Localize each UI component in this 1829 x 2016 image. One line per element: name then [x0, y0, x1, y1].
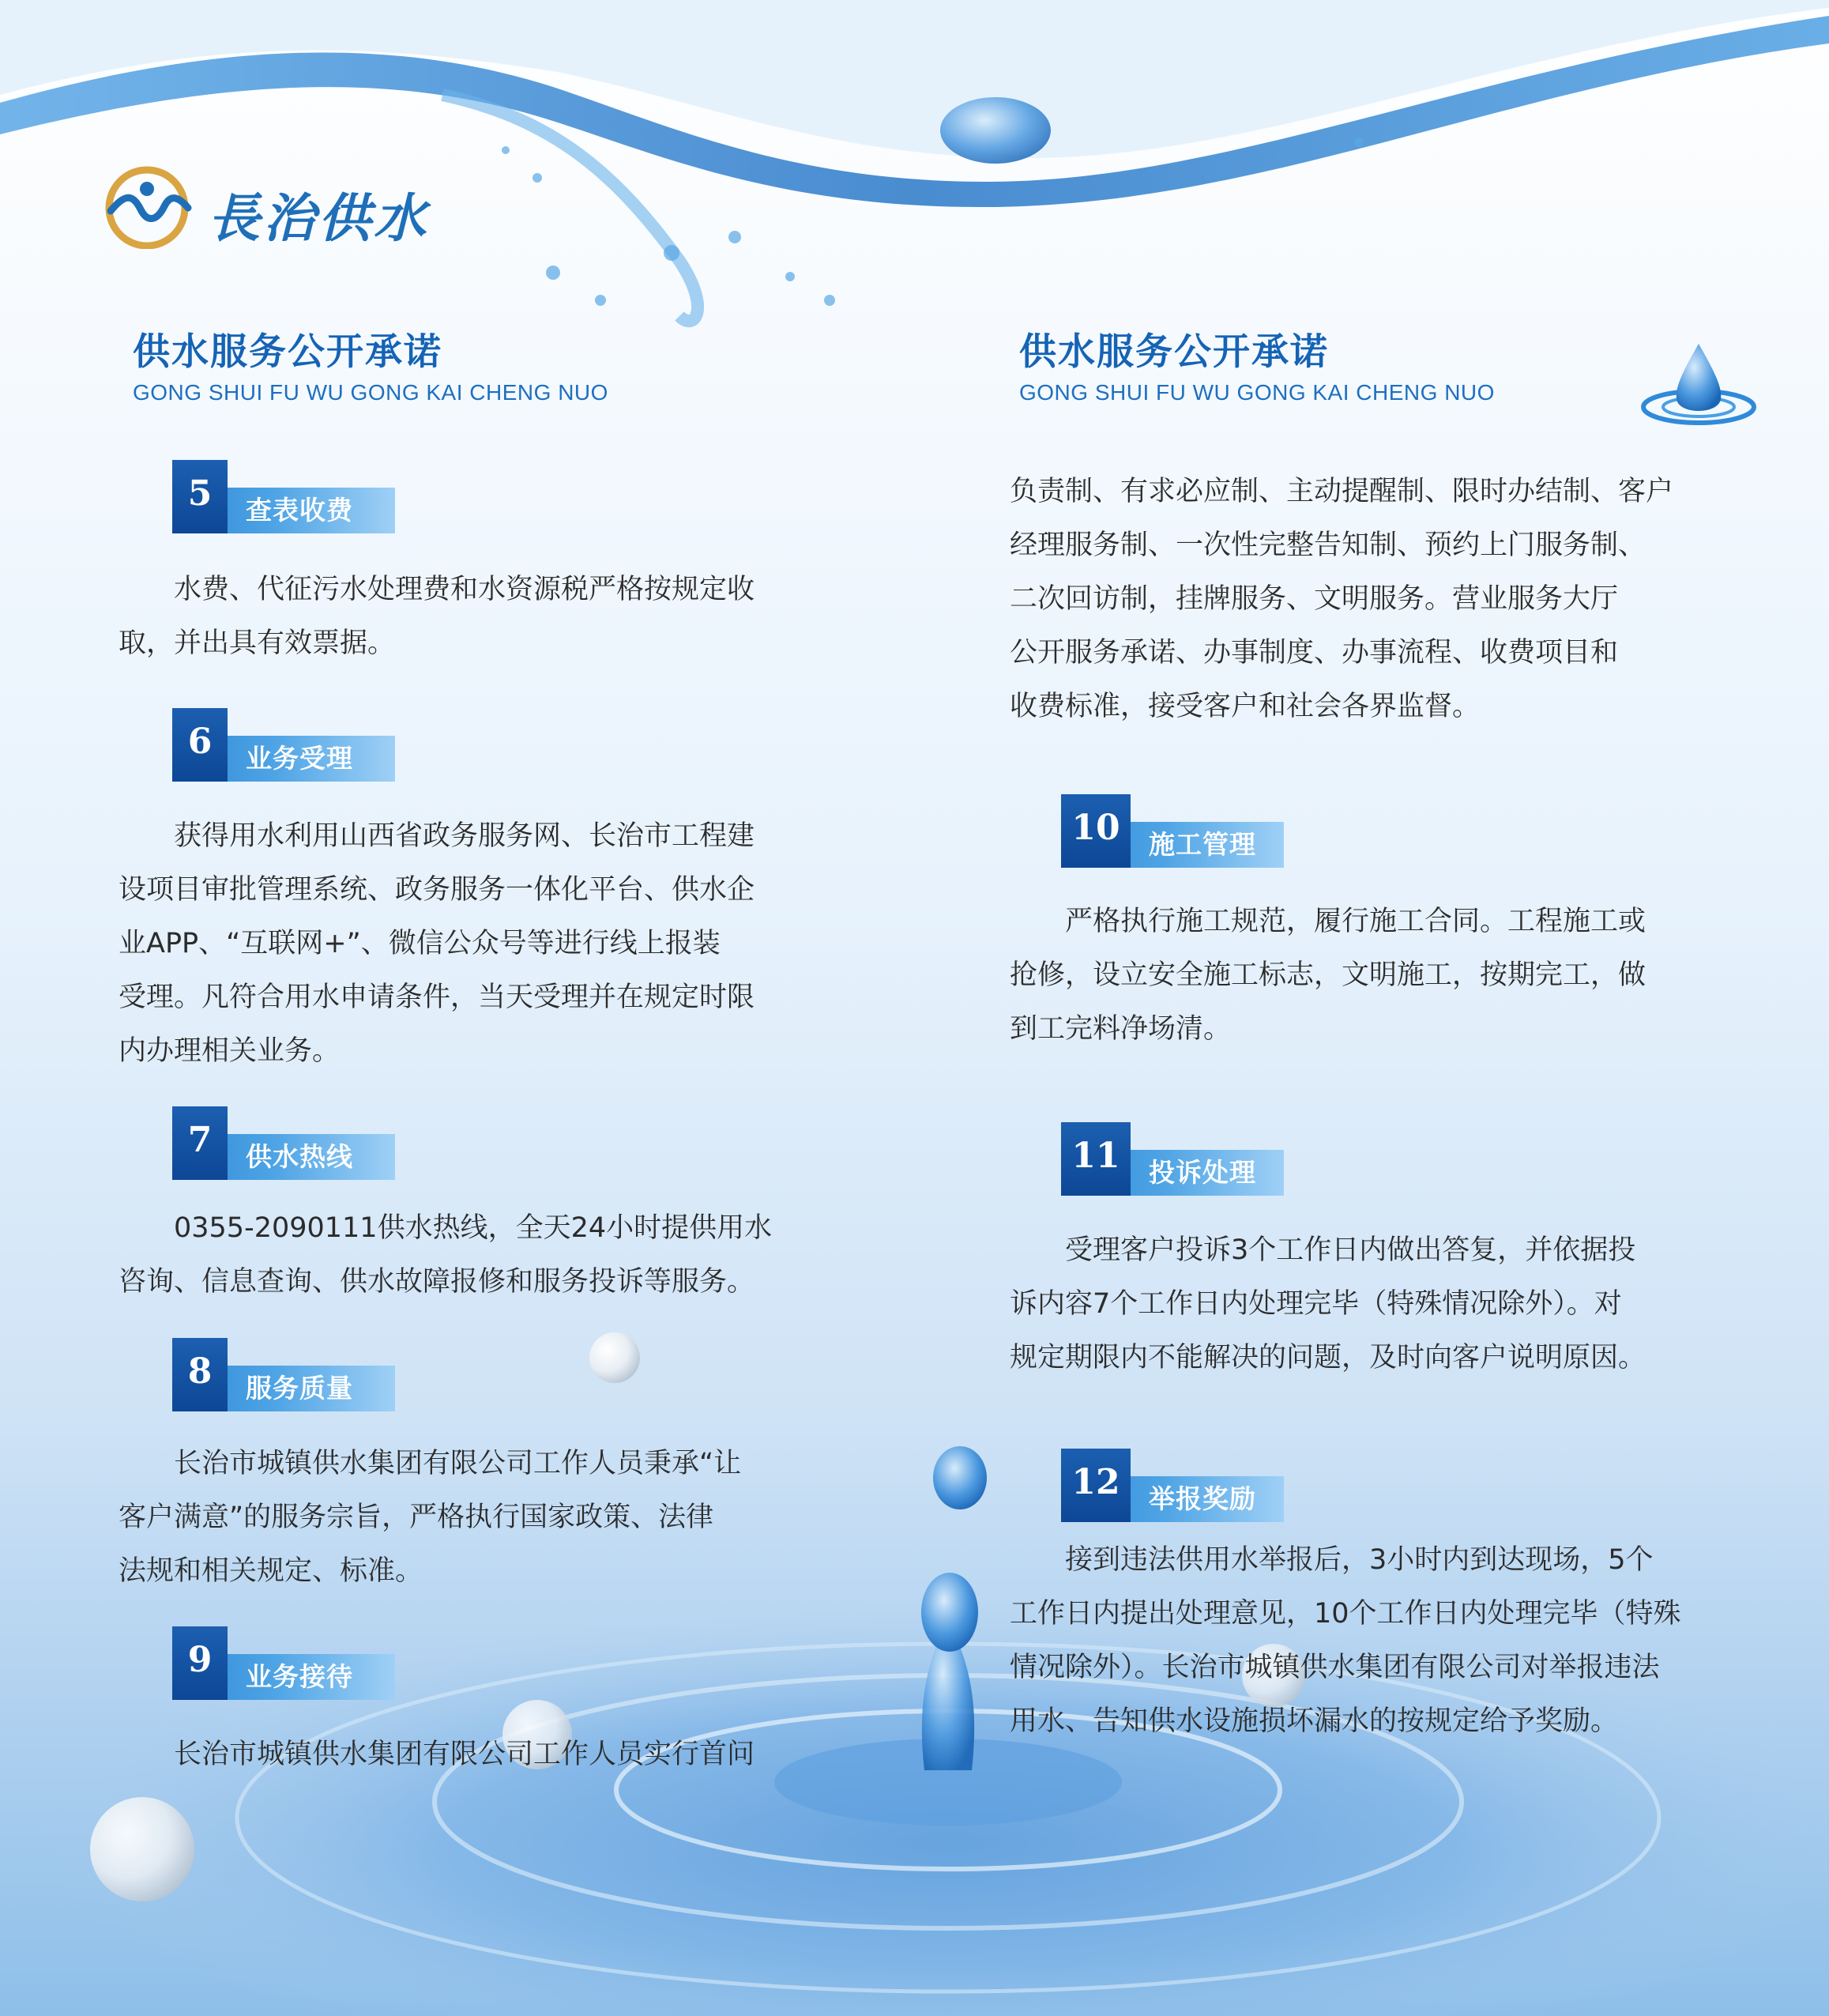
section-badge-6 — [172, 708, 397, 783]
paragraph-line: 抢修，设立安全施工标志，文明施工，按期完工，做 — [1010, 959, 1646, 991]
section-number: 12 — [1061, 1449, 1131, 1522]
paragraph-line: 情况除外）。长治市城镇供水集团有限公司对举报违法 — [1010, 1652, 1660, 1683]
paragraph-line: 客户满意”的服务宗旨，严格执行国家政策、法律 — [119, 1502, 714, 1533]
paragraph-line: 受理。凡符合用水申请条件，当天受理并在规定时限 — [119, 982, 755, 1013]
paragraph-line: 负责制、有求必应制、主动提醒制、限时办结制、客户 — [1010, 476, 1674, 507]
wave-logo-icon — [101, 162, 196, 249]
paragraph-line: 0355-2090111供水热线，全天24小时提供用水 — [174, 1212, 773, 1244]
section-body-7 — [119, 1201, 814, 1309]
paragraph-line: 受理客户投诉3个工作日内做出答复，并依据投 — [1065, 1234, 1636, 1266]
section-badge-11 — [1061, 1122, 1286, 1197]
water-wave-top — [0, 0, 1829, 321]
section-number: 10 — [1061, 794, 1131, 868]
company-logo — [101, 162, 433, 257]
section-badge-5 — [172, 460, 397, 535]
paragraph-line: 法规和相关规定、标准。 — [119, 1555, 423, 1587]
section-label: 业务接待 — [246, 1661, 353, 1692]
section-badge-12 — [1061, 1449, 1286, 1524]
left-heading — [133, 322, 844, 405]
section-body-11 — [1010, 1223, 1737, 1385]
section-body-8 — [119, 1437, 814, 1598]
paragraph-line: 严格执行施工规范，履行施工合同。工程施工或 — [1065, 906, 1646, 937]
paragraph-line: 收费标准，接受客户和社会各界监督。 — [1010, 691, 1481, 722]
section-label: 举报奖励 — [1149, 1483, 1256, 1514]
section-number: 5 — [172, 460, 228, 533]
paragraph-line: 内办理相关业务。 — [119, 1035, 341, 1067]
section-body-5 — [119, 563, 814, 670]
section-label: 查表收费 — [246, 495, 353, 526]
paragraph-line: 业APP、“互联网+”、微信公众号等进行线上报装 — [119, 928, 721, 959]
paragraph-line: 二次回访制，挂牌服务、文明服务。营业服务大厅 — [1010, 583, 1619, 615]
paragraph-line: 经理服务制、一次性完整告知制、预约上门服务制、 — [1010, 529, 1646, 561]
section-body-9 — [119, 1728, 814, 1781]
paragraph-line: 接到违法供用水举报后，3小时内到达现场，5个 — [1065, 1544, 1654, 1576]
paragraph-line: 诉内容7个工作日内处理完毕（特殊情况除外）。对 — [1010, 1288, 1622, 1320]
section-body-10 — [1010, 895, 1737, 1056]
section-number: 7 — [172, 1106, 228, 1180]
section-number: 11 — [1061, 1122, 1131, 1196]
section-body-6 — [119, 809, 814, 1078]
paragraph-line: 获得用水利用山西省政务服务网、长治市工程建 — [174, 820, 755, 852]
section-number: 6 — [172, 708, 228, 782]
section-badge-7 — [172, 1106, 397, 1181]
continuation-body — [1010, 465, 1737, 733]
section-number: 9 — [172, 1626, 228, 1700]
paragraph-line: 水费、代征污水处理费和水资源税严格按规定收 — [174, 574, 755, 605]
logo-text: 長治供水 — [208, 187, 429, 249]
paragraph-line: 用水、告知供水设施损坏漏水的按规定给予奖励。 — [1010, 1705, 1619, 1737]
section-label: 施工管理 — [1149, 829, 1256, 860]
section-label: 供水热线 — [246, 1141, 353, 1172]
section-badge-10 — [1061, 794, 1286, 869]
paragraph-line: 长治市城镇供水集团有限公司工作人员秉承“让 — [174, 1448, 742, 1479]
section-label: 投诉处理 — [1149, 1157, 1256, 1188]
page-title: 供水服务公开承诺 — [133, 330, 442, 374]
paragraph-line: 工作日内提出处理意见，10个工作日内处理完毕（特殊 — [1010, 1598, 1681, 1630]
page-subtitle: GONG SHUI FU WU GONG KAI CHENG NUO — [133, 380, 608, 405]
page-subtitle: GONG SHUI FU WU GONG KAI CHENG NUO — [1019, 380, 1495, 405]
paragraph-line: 到工完料净场清。 — [1010, 1013, 1232, 1045]
section-label: 服务质量 — [246, 1373, 353, 1404]
section-badge-8 — [172, 1338, 397, 1413]
right-heading — [1019, 322, 1730, 405]
paragraph-line: 设项目审批管理系统、政务服务一体化平台、供水企 — [119, 874, 755, 906]
page-title: 供水服务公开承诺 — [1019, 330, 1329, 374]
paragraph-line: 公开服务承诺、办事制度、办事流程、收费项目和 — [1010, 637, 1619, 669]
paragraph-line: 规定期限内不能解决的问题，及时向客户说明原因。 — [1010, 1342, 1646, 1374]
paragraph-line: 取，并出具有效票据。 — [119, 627, 396, 659]
section-body-12 — [1010, 1533, 1737, 1748]
section-number: 8 — [172, 1338, 228, 1411]
paragraph-line: 长治市城镇供水集团有限公司工作人员实行首问 — [174, 1739, 755, 1770]
section-label: 业务受理 — [246, 743, 353, 774]
section-badge-9 — [172, 1626, 397, 1701]
paragraph-line: 咨询、信息查询、供水故障报修和服务投诉等服务。 — [119, 1266, 755, 1298]
